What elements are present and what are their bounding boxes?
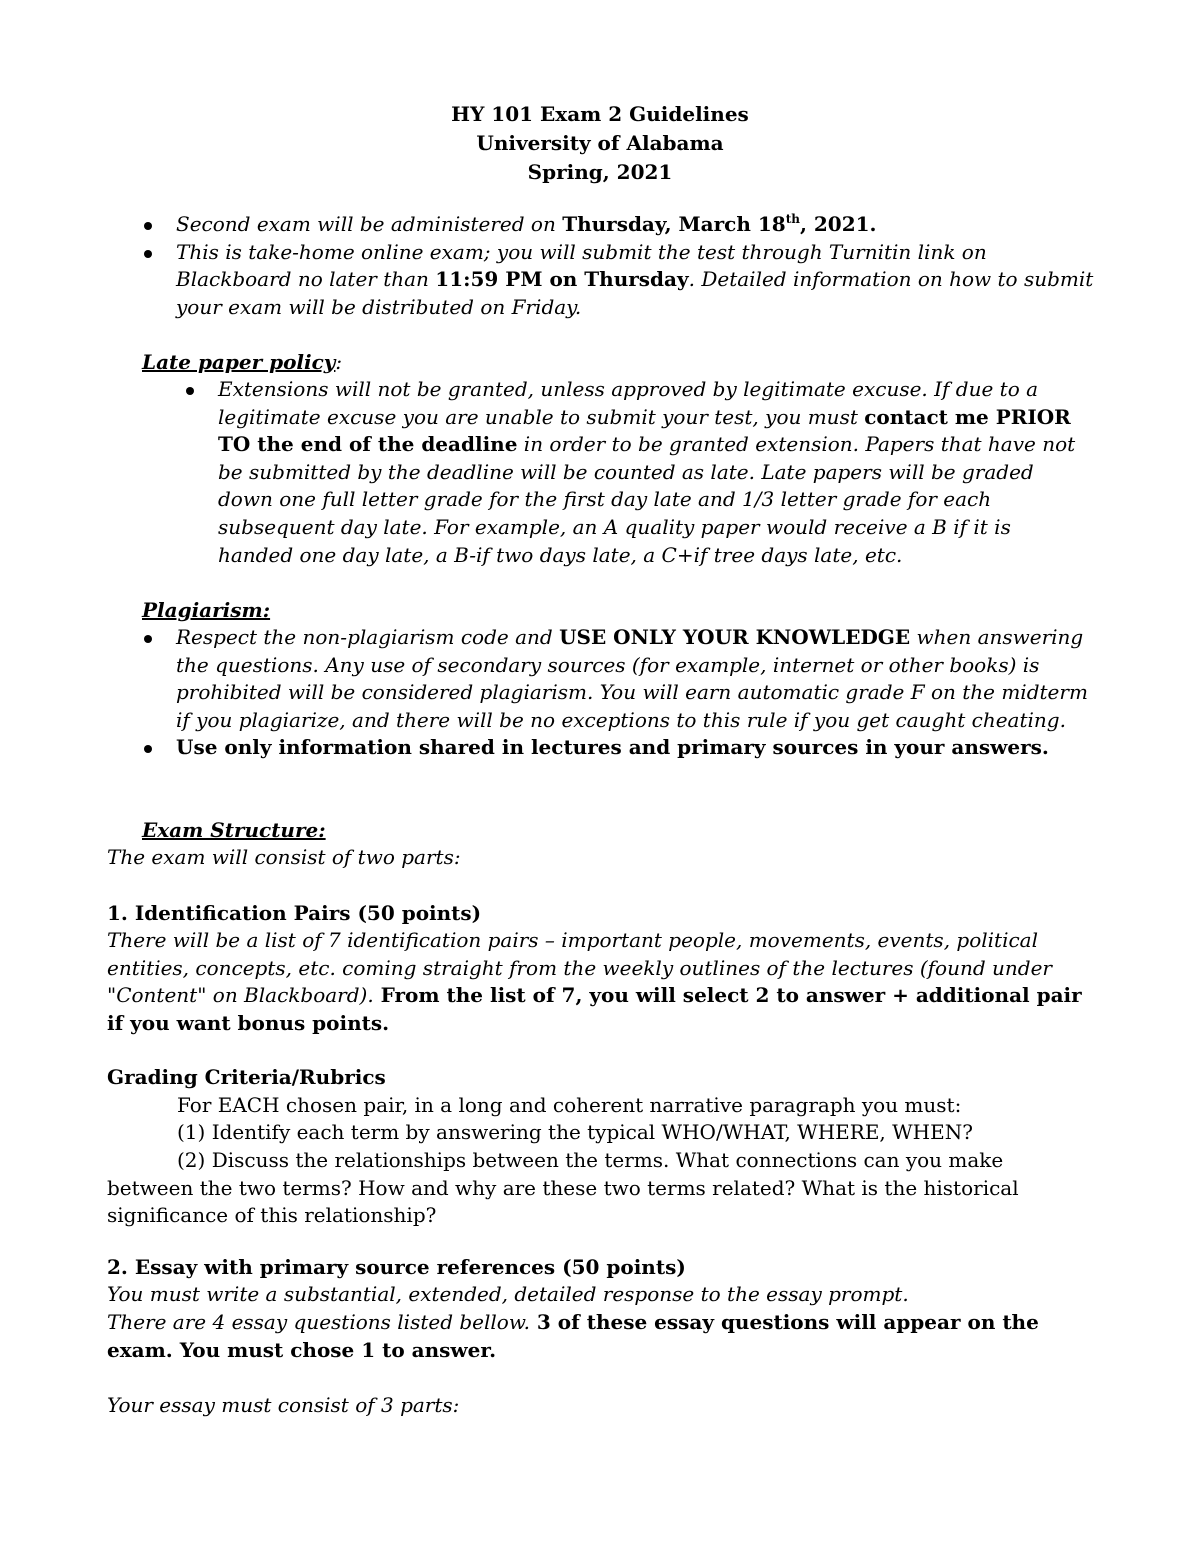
structure-intro: The exam will consist of two parts: <box>107 845 461 869</box>
part2-heading: 2. Essay with primary source references (50 points) <box>107 1255 686 1279</box>
list-item: Respect the non-plagiarism code and USE ONLY YOUR KNOWLEDGE when answering the questions. Any use of secondary sources (for example, internet or other books) is prohibited will be considered plagiarism. You will earn automatic grade F on the midterm if you plagiarize, and there will be no exceptions to this rule if you get caught cheating. <box>148 624 1108 734</box>
late-policy-list <box>190 376 1090 569</box>
grading-line-1: For EACH chosen pair, in a long and coherent narrative paragraph you must: <box>177 1093 962 1117</box>
part1-heading: 1. Identification Pairs (50 points) <box>107 901 482 925</box>
list-item: This is take-home online exam; you will submit the test through Turnitin link on Blackboard no later than 11:59 PM on Thursday. Detailed information on how to submit your exam will be distributed on Friday. <box>148 239 1108 322</box>
document-header <box>0 100 1200 187</box>
grading-line-2: (1) Identify each term by answering the typical WHO/WHAT, WHERE, WHEN? <box>177 1120 973 1144</box>
late-policy-heading: Late paper policy: <box>142 350 343 374</box>
list-item: Extensions will not be granted, unless approved by legitimate excuse. If due to a legitimate excuse you are unable to submit your test, you must contact me PRIOR TO the end of the deadline in order to be granted extension. Papers that have not be submitted by the deadline will be counted as late. Late papers will be graded down one full letter grade for the first day late and 1/3 letter grade for each subsequent day late. For example, an A quality paper would receive a B if it is handed one day late, a B-if two days late, a C+if tree days late, etc. <box>190 376 1090 569</box>
list-item: Use only information shared in lectures and primary sources in your answers. <box>148 734 1108 762</box>
university-name: University of Alabama <box>476 131 724 155</box>
intro-list <box>148 211 1108 321</box>
part2-line-1: You must write a substantial, extended, detailed response to the essay prompt. <box>107 1282 909 1306</box>
part2-line-2: There are 4 essay questions listed bellow. 3 of these essay questions will appear on the exam. You must chose 1 to answer. <box>107 1310 1039 1362</box>
document-title: HY 101 Exam 2 Guidelines <box>451 102 749 126</box>
structure-heading: Exam Structure: <box>142 818 326 842</box>
grading-heading: Grading Criteria/Rubrics <box>107 1065 386 1089</box>
list-item: Second exam will be administered on Thursday, March 18th, 2021. <box>148 211 1108 239</box>
part1-description: There will be a list of 7 identification pairs – important people, movements, events, political entities, concepts, etc. coming straight from the weekly outlines of the lectures (found under "Content" on Blackboard). From the list of 7, you will select 2 to answer + additional pair if you want bonus points. <box>107 928 1082 1035</box>
term: Spring, 2021 <box>527 160 673 184</box>
plagiarism-list <box>148 624 1108 762</box>
grading-line-3: (2) Discuss the relationships between the terms. What connections can you make between the two terms? How and why are these two terms related? What is the historical significance of this relationship? <box>107 1148 1019 1228</box>
essay-parts-intro: Your essay must consist of 3 parts: <box>107 1393 460 1417</box>
plagiarism-heading: Plagiarism: <box>142 598 271 622</box>
